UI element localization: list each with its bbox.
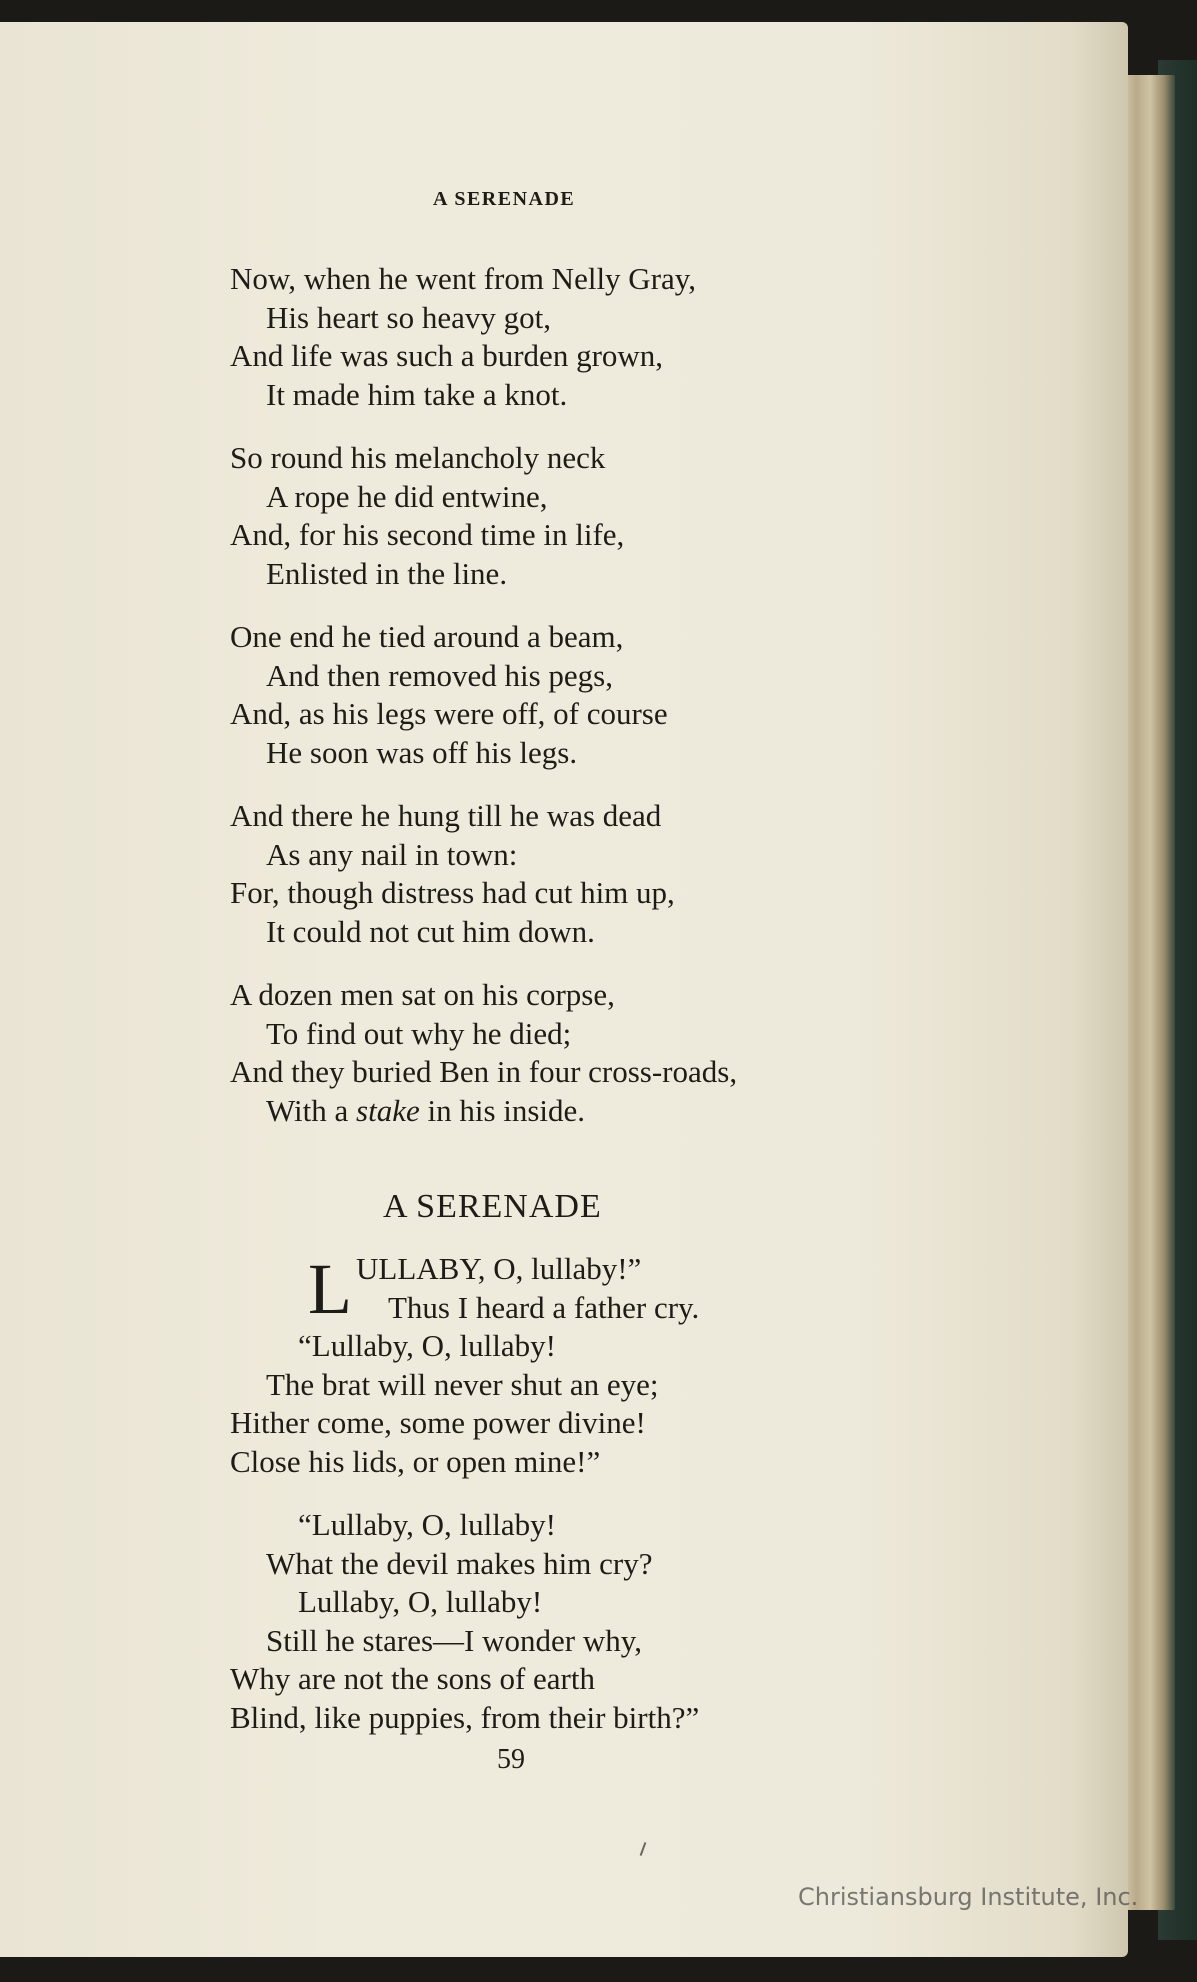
poem-line: And life was such a burden grown,	[230, 338, 664, 373]
poem-line: It made him take a knot.	[266, 376, 568, 412]
page-number: 59	[497, 1744, 525, 1775]
poem-line: It could not cut him down.	[266, 913, 595, 949]
stanza-4	[230, 797, 970, 951]
poem-line: And, as his legs were off, of course	[230, 696, 668, 731]
drop-cap: L	[308, 1249, 352, 1329]
poem-line: Still he stares—I wonder why,	[266, 1622, 642, 1658]
poem-line: Lullaby, O, lullaby!	[298, 1584, 543, 1619]
poem-line: Now, when he went from Nelly Gray,	[230, 261, 697, 296]
poem-line: Thus I heard a father cry.	[388, 1289, 700, 1325]
poem-line: “Lullaby, O, lullaby!	[298, 1328, 556, 1363]
poem-line: For, though distress had cut him up,	[230, 875, 675, 910]
stanza-3	[230, 618, 970, 772]
italic-word: stake	[356, 1092, 420, 1128]
poem-line: As any nail in town:	[266, 836, 518, 872]
page-edges	[1120, 75, 1175, 1910]
stanza-1	[230, 260, 970, 414]
poem-line: “Lullaby, O, lullaby!	[298, 1507, 556, 1542]
poem-line: What the devil makes him cry?	[266, 1545, 653, 1581]
poem-line: The brat will never shut an eye;	[266, 1366, 659, 1402]
pencil-mark	[640, 1842, 647, 1856]
poem-line: And they buried Ben in four cross-roads,	[230, 1054, 738, 1089]
poem-title: A SERENADE	[383, 1188, 602, 1225]
watermark: Christiansburg Institute, Inc.	[798, 1883, 1139, 1911]
line-text: in his inside.	[419, 1092, 586, 1128]
poem-line: And then removed his pegs,	[266, 657, 613, 693]
poem-line: Enlisted in the line.	[266, 555, 508, 591]
poem-line: ULLABY, O, lullaby!”	[356, 1251, 642, 1286]
poem-line-last	[230, 1092, 970, 1131]
line-text: With a	[266, 1092, 357, 1128]
poem-line: Close his lids, or open mine!”	[230, 1443, 601, 1479]
poem-line: Blind, like puppies, from their birth?”	[230, 1699, 700, 1735]
poem-line: And, for his second time in life,	[230, 517, 625, 552]
poem-continuation	[230, 260, 970, 1155]
stanza-2	[230, 439, 970, 593]
poem-line: He soon was off his legs.	[266, 734, 578, 770]
running-head: A SERENADE	[433, 188, 576, 210]
poem-line: A rope he did entwine,	[266, 478, 548, 514]
poem-line: His heart so heavy got,	[266, 299, 551, 335]
stanza-5	[230, 976, 970, 1130]
serenade-poem	[230, 1250, 970, 1762]
poem-line: So round his melancholy neck	[230, 440, 606, 475]
poem-line: One end he tied around a beam,	[230, 619, 624, 654]
poem-line: Why are not the sons of earth	[230, 1661, 595, 1696]
poem-line: Hither come, some power divine!	[230, 1405, 646, 1440]
poem-line: And there he hung till he was dead	[230, 798, 662, 833]
book-page	[0, 22, 1128, 1957]
poem-line: To find out why he died;	[266, 1015, 572, 1051]
poem-line: A dozen men sat on his corpse,	[230, 977, 615, 1012]
serenade-stanza-2	[230, 1506, 970, 1737]
